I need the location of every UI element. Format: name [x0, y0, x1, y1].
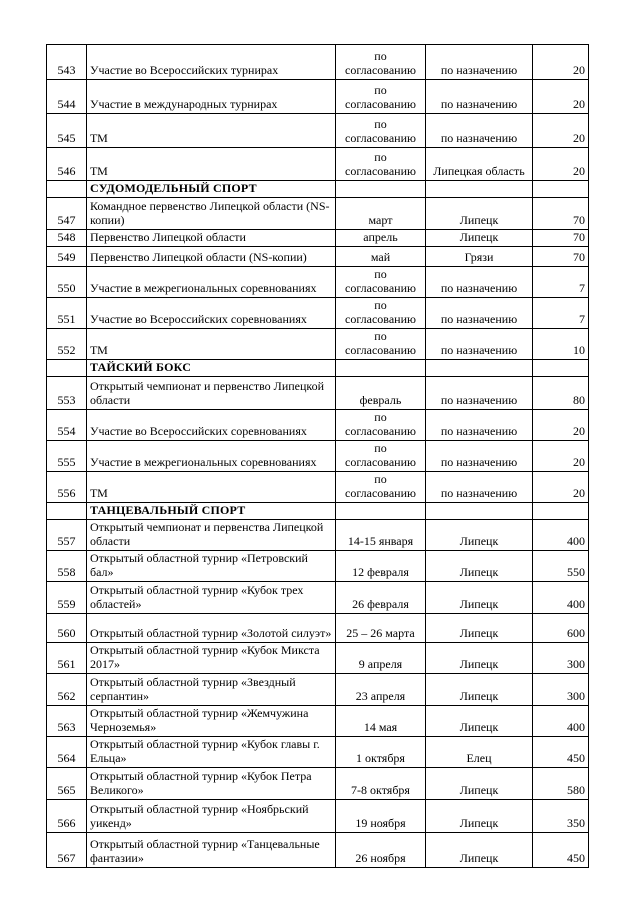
place-cell: Липецк: [426, 198, 533, 230]
count-cell: 80: [533, 377, 589, 410]
row-number-cell: 560: [47, 614, 87, 643]
table-row: [47, 114, 589, 148]
table-row: [47, 45, 589, 80]
place-cell: по назначению: [426, 80, 533, 114]
event-name-cell: Открытый областной турнир «Золотой силуэт»: [87, 614, 336, 643]
table-row: [47, 520, 589, 551]
row-number-cell: 565: [47, 768, 87, 800]
table-row: [47, 551, 589, 582]
table-row: [47, 377, 589, 410]
table-row: [47, 582, 589, 614]
event-name-cell: Первенство Липецкой области: [87, 230, 336, 247]
date-cell: по согласованию: [336, 45, 426, 80]
place-cell: [426, 360, 533, 377]
count-cell: 70: [533, 198, 589, 230]
count-cell: [533, 503, 589, 520]
event-name-cell: Участие в межрегиональных соревнованиях: [87, 267, 336, 298]
events-table: [46, 44, 589, 868]
row-number-cell: 543: [47, 45, 87, 80]
count-cell: 400: [533, 520, 589, 551]
date-cell: май: [336, 247, 426, 267]
row-number-cell: 558: [47, 551, 87, 582]
place-cell: по назначению: [426, 329, 533, 360]
count-cell: 550: [533, 551, 589, 582]
event-name-cell: ТМ: [87, 329, 336, 360]
events-table-body: [47, 45, 589, 868]
date-cell: февраль: [336, 377, 426, 410]
date-cell: 14 мая: [336, 706, 426, 737]
place-cell: Липецк: [426, 643, 533, 674]
place-cell: Липецк: [426, 833, 533, 868]
place-cell: Елец: [426, 737, 533, 768]
table-row: [47, 267, 589, 298]
row-number-cell: 551: [47, 298, 87, 329]
date-cell: [336, 503, 426, 520]
row-number-cell: 556: [47, 472, 87, 503]
event-name-cell: ТМ: [87, 114, 336, 148]
row-number-cell: 561: [47, 643, 87, 674]
table-row: [47, 230, 589, 247]
table-row: [47, 833, 589, 868]
row-number-cell: [47, 181, 87, 198]
place-cell: по назначению: [426, 267, 533, 298]
event-name-cell: Открытый областной турнир «Кубок главы г. Ельца»: [87, 737, 336, 768]
event-name-cell: Открытый областной турнир «Жемчужина Черноземья»: [87, 706, 336, 737]
count-cell: 20: [533, 441, 589, 472]
place-cell: по назначению: [426, 441, 533, 472]
count-cell: 20: [533, 472, 589, 503]
count-cell: 70: [533, 247, 589, 267]
count-cell: 400: [533, 582, 589, 614]
row-number-cell: 554: [47, 410, 87, 441]
date-cell: 7-8 октября: [336, 768, 426, 800]
row-number-cell: 559: [47, 582, 87, 614]
count-cell: 20: [533, 410, 589, 441]
event-name-cell: ТМ: [87, 148, 336, 181]
section-title: СУДОМОДЕЛЬНЫЙ СПОРТ: [87, 181, 336, 198]
event-name-cell: Открытый областной турнир «Кубок Петра Великого»: [87, 768, 336, 800]
date-cell: 26 ноября: [336, 833, 426, 868]
place-cell: по назначению: [426, 410, 533, 441]
table-row: [47, 706, 589, 737]
place-cell: по назначению: [426, 298, 533, 329]
row-number-cell: 546: [47, 148, 87, 181]
count-cell: 450: [533, 737, 589, 768]
event-name-cell: Открытый областной турнир «Кубок трех областей»: [87, 582, 336, 614]
event-name-cell: Участие во Всероссийских соревнованиях: [87, 410, 336, 441]
row-number-cell: 567: [47, 833, 87, 868]
place-cell: Липецк: [426, 230, 533, 247]
place-cell: Грязи: [426, 247, 533, 267]
row-number-cell: 550: [47, 267, 87, 298]
count-cell: 20: [533, 114, 589, 148]
count-cell: [533, 360, 589, 377]
place-cell: Липецк: [426, 614, 533, 643]
count-cell: 70: [533, 230, 589, 247]
event-name-cell: Участие во Всероссийских турнирах: [87, 45, 336, 80]
table-row: [47, 800, 589, 833]
count-cell: 300: [533, 674, 589, 706]
place-cell: по назначению: [426, 377, 533, 410]
place-cell: Липецк: [426, 520, 533, 551]
date-cell: по согласованию: [336, 298, 426, 329]
table-row: [47, 410, 589, 441]
row-number-cell: 566: [47, 800, 87, 833]
table-row: [47, 614, 589, 643]
table-row: [47, 441, 589, 472]
event-name-cell: Открытый чемпионат и первенство Липецкой области: [87, 377, 336, 410]
event-name-cell: Участие в международных турнирах: [87, 80, 336, 114]
place-cell: по назначению: [426, 45, 533, 80]
event-name-cell: Открытый областной турнир «Танцевальные фантазии»: [87, 833, 336, 868]
date-cell: [336, 181, 426, 198]
row-number-cell: 564: [47, 737, 87, 768]
place-cell: Липецк: [426, 551, 533, 582]
table-row: [47, 737, 589, 768]
table-row: [47, 198, 589, 230]
row-number-cell: 553: [47, 377, 87, 410]
place-cell: Липецк: [426, 706, 533, 737]
date-cell: 19 ноября: [336, 800, 426, 833]
row-number-cell: 562: [47, 674, 87, 706]
row-number-cell: 544: [47, 80, 87, 114]
row-number-cell: [47, 503, 87, 520]
count-cell: 600: [533, 614, 589, 643]
table-row: [47, 643, 589, 674]
count-cell: 20: [533, 148, 589, 181]
event-name-cell: Открытый областной турнир «Ноябрьский уикенд»: [87, 800, 336, 833]
date-cell: по согласованию: [336, 410, 426, 441]
table-row: [47, 80, 589, 114]
date-cell: 25 – 26 марта: [336, 614, 426, 643]
row-number-cell: 547: [47, 198, 87, 230]
place-cell: Липецк: [426, 800, 533, 833]
date-cell: 26 февраля: [336, 582, 426, 614]
event-name-cell: ТМ: [87, 472, 336, 503]
section-title: ТАЙСКИЙ БОКС: [87, 360, 336, 377]
row-number-cell: 552: [47, 329, 87, 360]
date-cell: апрель: [336, 230, 426, 247]
table-row: [47, 247, 589, 267]
section-title: ТАНЦЕВАЛЬНЫЙ СПОРТ: [87, 503, 336, 520]
count-cell: 450: [533, 833, 589, 868]
date-cell: по согласованию: [336, 148, 426, 181]
row-number-cell: 548: [47, 230, 87, 247]
count-cell: 300: [533, 643, 589, 674]
count-cell: 350: [533, 800, 589, 833]
date-cell: по согласованию: [336, 114, 426, 148]
event-name-cell: Участие во Всероссийских соревнованиях: [87, 298, 336, 329]
row-number-cell: 555: [47, 441, 87, 472]
date-cell: [336, 360, 426, 377]
section-header-row: [47, 360, 589, 377]
section-header-row: [47, 503, 589, 520]
table-row: [47, 148, 589, 181]
count-cell: 10: [533, 329, 589, 360]
event-name-cell: Открытый областной турнир «Звездный серпантин»: [87, 674, 336, 706]
row-number-cell: 557: [47, 520, 87, 551]
date-cell: по согласованию: [336, 329, 426, 360]
place-cell: по назначению: [426, 114, 533, 148]
place-cell: Липецк: [426, 582, 533, 614]
count-cell: 20: [533, 45, 589, 80]
date-cell: по согласованию: [336, 441, 426, 472]
date-cell: 23 апреля: [336, 674, 426, 706]
section-header-row: [47, 181, 589, 198]
event-name-cell: Открытый областной турнир «Петровский бал»: [87, 551, 336, 582]
place-cell: Липецкая область: [426, 148, 533, 181]
date-cell: 14-15 января: [336, 520, 426, 551]
table-row: [47, 768, 589, 800]
event-name-cell: Участие в межрегиональных соревнованиях: [87, 441, 336, 472]
place-cell: [426, 503, 533, 520]
date-cell: по согласованию: [336, 472, 426, 503]
table-row: [47, 329, 589, 360]
event-name-cell: Командное первенство Липецкой области (NS-копии): [87, 198, 336, 230]
table-row: [47, 298, 589, 329]
date-cell: 1 октября: [336, 737, 426, 768]
event-name-cell: Первенство Липецкой области (NS-копии): [87, 247, 336, 267]
count-cell: [533, 181, 589, 198]
date-cell: 9 апреля: [336, 643, 426, 674]
date-cell: по согласованию: [336, 80, 426, 114]
row-number-cell: 545: [47, 114, 87, 148]
place-cell: [426, 181, 533, 198]
event-name-cell: Открытый областной турнир «Кубок Микста 2017»: [87, 643, 336, 674]
row-number-cell: [47, 360, 87, 377]
count-cell: 20: [533, 80, 589, 114]
date-cell: 12 февраля: [336, 551, 426, 582]
place-cell: по назначению: [426, 472, 533, 503]
date-cell: март: [336, 198, 426, 230]
count-cell: 7: [533, 267, 589, 298]
count-cell: 7: [533, 298, 589, 329]
date-cell: по согласованию: [336, 267, 426, 298]
count-cell: 580: [533, 768, 589, 800]
row-number-cell: 563: [47, 706, 87, 737]
count-cell: 400: [533, 706, 589, 737]
place-cell: Липецк: [426, 674, 533, 706]
table-row: [47, 472, 589, 503]
place-cell: Липецк: [426, 768, 533, 800]
row-number-cell: 549: [47, 247, 87, 267]
event-name-cell: Открытый чемпионат и первенства Липецкой области: [87, 520, 336, 551]
table-row: [47, 674, 589, 706]
